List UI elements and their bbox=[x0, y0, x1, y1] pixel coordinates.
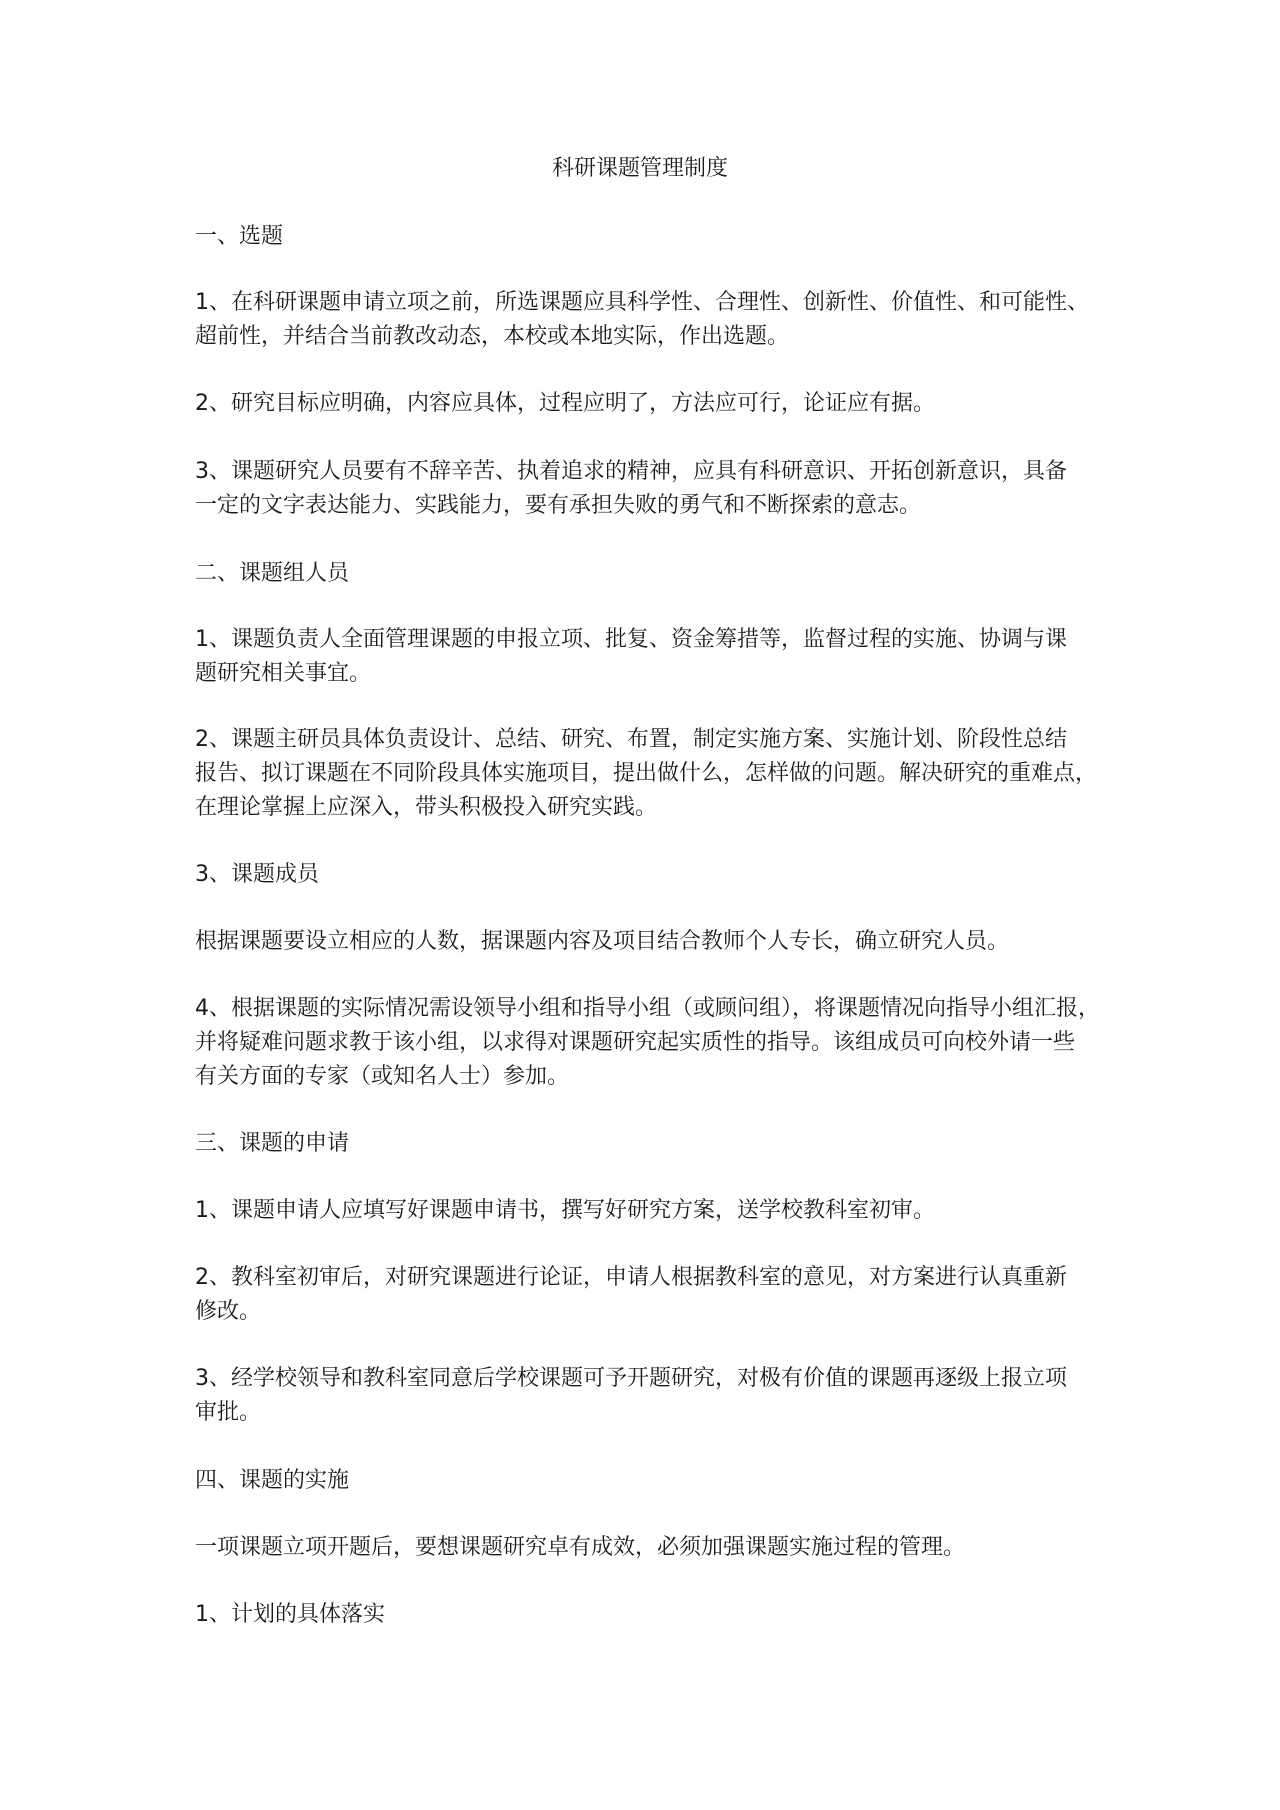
paragraph bbox=[195, 723, 1105, 825]
paragraph bbox=[195, 858, 1105, 892]
paragraph bbox=[195, 992, 1105, 1094]
document-title: 科研课题管理制度 bbox=[551, 156, 728, 181]
text-line: 1、课题负责人全面管理课题的申报立项、批复、资金筹措等，监督过程的实施、协调与课 bbox=[195, 627, 1068, 652]
text-line: 4、根据课题的实际情况需设领导小组和指导小组（或顾问组），将课题情况向指导小组汇报， bbox=[195, 996, 1101, 1021]
paragraph bbox=[195, 387, 1105, 421]
text-line: 2、研究目标应明确，内容应具体，过程应明了，方法应可行，论证应有据。 bbox=[195, 391, 935, 416]
text-line: 三、课题的申请 bbox=[195, 1131, 350, 1156]
text-line: 超前性，并结合当前教改动态，本校或本地实际，作出选题。 bbox=[195, 324, 790, 349]
paragraph bbox=[195, 1194, 1105, 1228]
section-heading bbox=[195, 557, 1105, 591]
text-line: 2、课题主研员具体负责设计、总结、研究、布置，制定实施方案、实施计划、阶段性总结 bbox=[195, 727, 1068, 752]
section-heading bbox=[195, 1127, 1105, 1161]
paragraph bbox=[195, 1362, 1105, 1430]
text-line: 报告、拟订课题在不同阶段具体实施项目，提出做什么，怎样做的问题。解决研究的重难点， bbox=[195, 761, 1098, 786]
section-heading bbox=[195, 220, 1105, 254]
paragraph bbox=[195, 286, 1105, 354]
paragraph bbox=[195, 925, 1105, 959]
paragraph bbox=[195, 1531, 1105, 1565]
text-line: 有关方面的专家（或知名人士）参加。 bbox=[195, 1064, 570, 1089]
text-line: 1、在科研课题申请立项之前，所选课题应具科学性、合理性、创新性、价值性、和可能性、 bbox=[195, 290, 1090, 315]
text-line: 1、课题申请人应填写好课题申请书，撰写好研究方案，送学校教科室初审。 bbox=[195, 1198, 935, 1223]
text-line: 2、教科室初审后，对研究课题进行论证，申请人根据教科室的意见，对方案进行认真重新 bbox=[195, 1265, 1068, 1290]
section-heading bbox=[195, 1464, 1105, 1498]
paragraph bbox=[195, 623, 1105, 691]
text-line: 二、课题组人员 bbox=[195, 561, 350, 586]
text-line: 1、计划的具体落实 bbox=[195, 1602, 385, 1627]
text-line: 审批。 bbox=[195, 1400, 262, 1425]
paragraph bbox=[195, 455, 1105, 523]
text-line: 一项课题立项开题后，要想课题研究卓有成效，必须加强课题实施过程的管理。 bbox=[195, 1535, 966, 1560]
text-line: 四、课题的实施 bbox=[195, 1468, 350, 1493]
text-line: 在理论掌握上应深入，带头积极投入研究实践。 bbox=[195, 795, 658, 820]
text-line: 一定的文字表达能力、实践能力，要有承担失败的勇气和不断探索的意志。 bbox=[195, 493, 922, 518]
text-line: 3、课题研究人员要有不辞辛苦、执着追求的精神，应具有科研意识、开拓创新意识，具备 bbox=[195, 459, 1068, 484]
text-line: 并将疑难问题求教于该小组，以求得对课题研究起实质性的指导。该组成员可向校外请一些 bbox=[195, 1030, 1076, 1055]
text-line: 3、经学校领导和教科室同意后学校课题可予开题研究，对极有价值的课题再逐级上报立项 bbox=[195, 1366, 1068, 1391]
text-line: 题研究相关事宜。 bbox=[195, 661, 372, 686]
text-line: 一、选题 bbox=[195, 224, 284, 249]
text-line: 修改。 bbox=[195, 1299, 262, 1324]
paragraph bbox=[195, 1261, 1105, 1329]
text-line: 3、课题成员 bbox=[195, 862, 319, 887]
paragraph bbox=[195, 1598, 1105, 1632]
text-line: 根据课题要设立相应的人数，据课题内容及项目结合教师个人专长，确立研究人员。 bbox=[195, 929, 1010, 954]
